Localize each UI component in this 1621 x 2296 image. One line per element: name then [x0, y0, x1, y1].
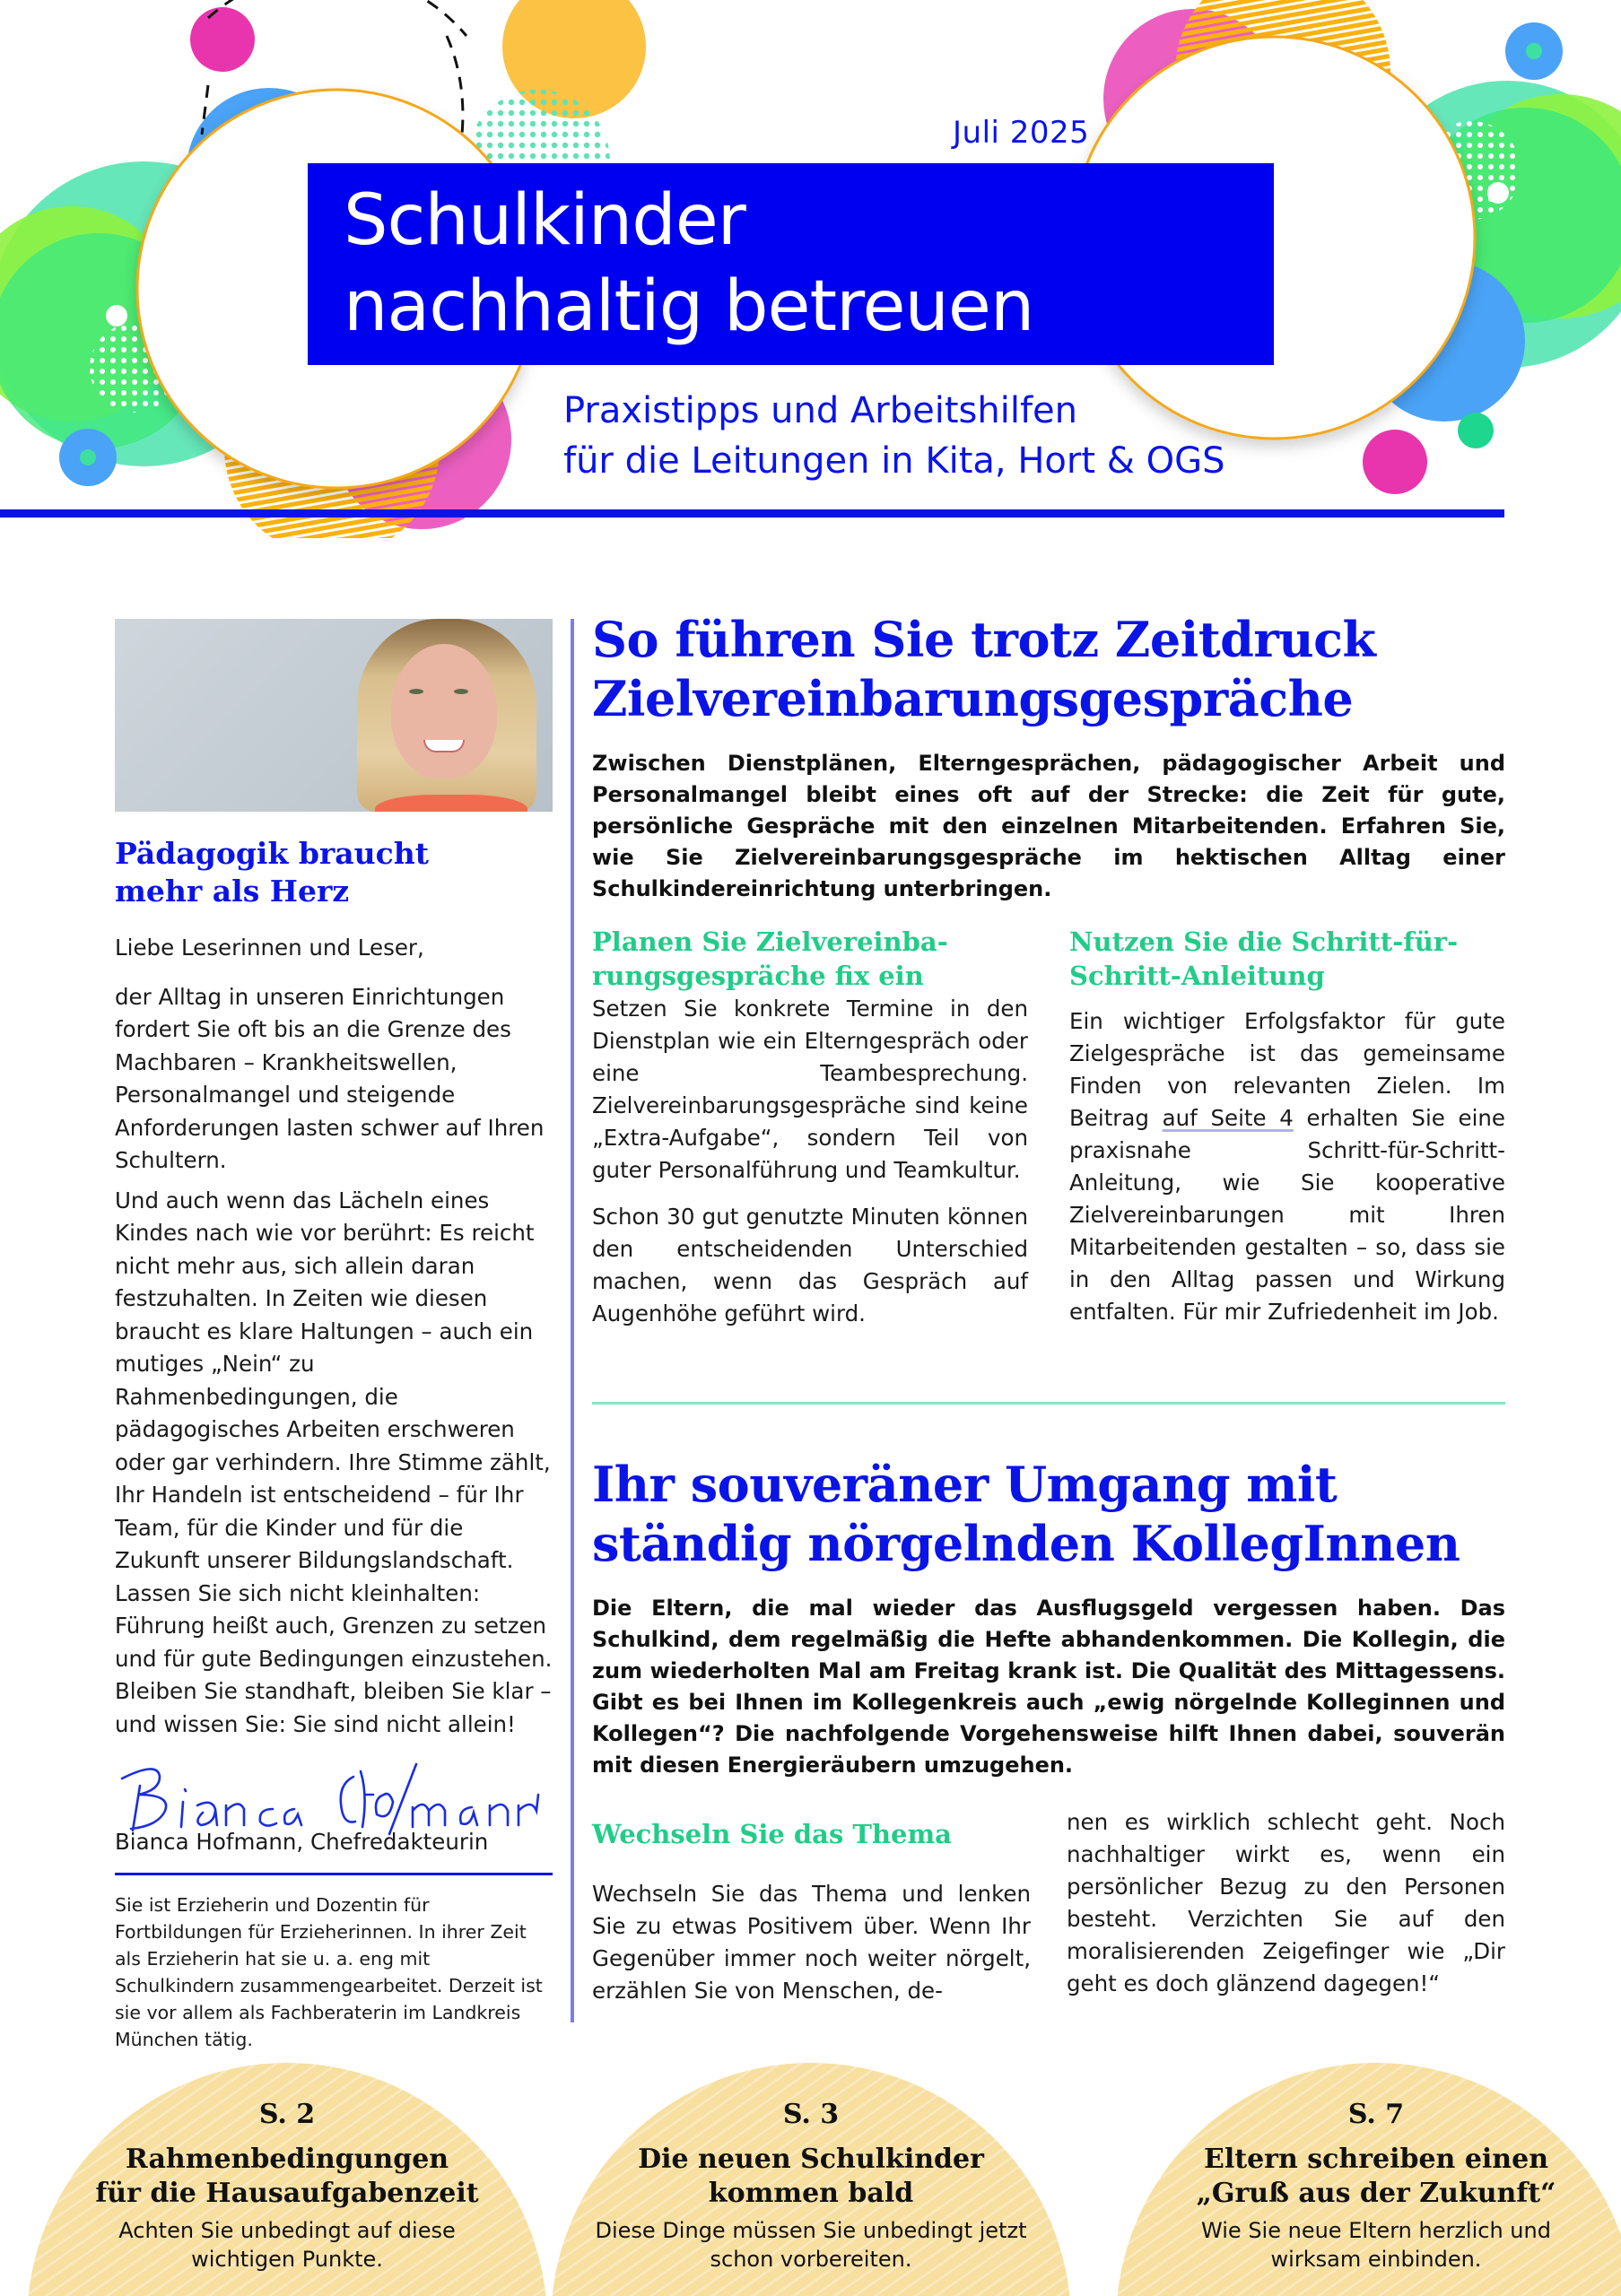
teaser-page-2[interactable] — [27, 2063, 547, 2296]
teaser-page-number: S. 7 — [1347, 2099, 1405, 2130]
editorial-title-line: Pädagogik braucht — [115, 836, 429, 871]
section-heading — [1069, 925, 1505, 993]
issue-teasers — [0, 2045, 1621, 2296]
photo-eye — [409, 689, 423, 694]
teaser-page-3[interactable] — [551, 2063, 1071, 2296]
article-noergelnde-kollegen — [592, 1455, 1505, 2007]
teaser-content — [1116, 2099, 1621, 2274]
teaser-description — [27, 2216, 547, 2274]
body-paragraph: Wechseln Sie das Thema und lenken Sie zu etwas Positivem über. Wenn Ihr Gegenüber immer noch weiter nörgelt, erzählen Sie von Menschen, de- — [592, 1881, 1031, 2004]
article-title-line: Zielvereinbarungsgespräche — [592, 670, 1354, 727]
title-line: Schulkinder — [344, 180, 745, 261]
section-heading: Wechseln Sie das Thema — [592, 1819, 952, 1849]
article-title-line: So führen Sie trotz Zeitdruck — [592, 611, 1376, 668]
teaser-content — [27, 2099, 547, 2274]
article-separator — [592, 1402, 1505, 1405]
article-lead: Zwischen Dienstplänen, Elterngesprächen, pädagogischer Arbeit und Personalmangel bleibt eines oft auf der Strecke: die Zeit für gute, persönliche Gespräche mit den einzelnen Mitarbeitenden. Erfahren Sie, wie Sie Zielvereinbarungsgespräche im hektischen Alltag einer Schulkindereinrichtung unterbringen. — [592, 751, 1505, 901]
photo-eye — [454, 689, 468, 694]
masthead — [0, 0, 1621, 538]
article-lead: Die Eltern, die mal wieder das Ausflugsgeld vergessen haben. Das Schulkind, dem regelmäßig die Hefte abhandenkommen. Die Kollegin, die zum wiederholten Mal am Freitag krank ist. Die Qualität des Mittagessens. Gibt es bei Ihnen im Kollegenkreis auch „ewig nörgelnde Kolleginnen und Kollegen“? Die nachfolgende Vorgehensweise hilft Ihnen dabei, souverän mit diesen Energieräubern umzugehen. — [592, 1596, 1505, 1778]
teaser-title — [1116, 2143, 1621, 2211]
article-column — [592, 925, 1028, 1330]
teaser-title-line: Eltern schreiben einen — [1203, 2144, 1549, 2175]
teaser-title-line: „Gruß aus der Zukunft“ — [1196, 2178, 1556, 2209]
article-column — [592, 1803, 1031, 2007]
body-paragraph: Schon 30 gut genutzte Minuten können den entscheidenden Unterschied machen, wenn das Gespräch auf Augenhöhe geführt wird. — [592, 1204, 1028, 1326]
article-columns — [592, 925, 1505, 1330]
teaser-page-number: S. 3 — [782, 2099, 840, 2130]
subtitle-line: für die Leitungen in Kita, Hort & OGS — [563, 440, 1225, 482]
page-4-link[interactable]: auf Seite 4 — [1162, 1105, 1294, 1131]
publication-title — [308, 163, 1274, 365]
author-name: Bianca Hofmann, Chefredakteurin — [115, 1829, 489, 1855]
issue-date: Juli 2025 — [953, 115, 1090, 151]
author-photo — [115, 619, 553, 812]
bio-divider — [115, 1873, 553, 1875]
title-line: nachhaltig betreuen — [344, 266, 1034, 347]
photo-face — [391, 644, 497, 778]
body-text: erhalten Sie eine praxisnahe Schritt-für-Schritt-Anleitung, wie Sie kooperative Zielvereinbarungen mit Ihren Mitarbeitenden gestalten – so, dass sie in den Alltag passen und Wirkung entfalten. Für mir Zufriedenheit im Job. — [1069, 1105, 1505, 1325]
teaser-content — [551, 2099, 1071, 2274]
article-column — [1069, 925, 1505, 1330]
author-bio: Sie ist Erzieherin und Dozentin für Fortbildungen für Erzieherinnen. In ihrer Zeit als Erzieherin hat sie u. a. eng mit Schulkindern zusammengearbeitet. Derzeit ist sie vor allem als Fachberaterin im Landkreis München tätig. — [115, 1894, 543, 2050]
editorial — [115, 619, 553, 2053]
section-heading-line: Schritt-Anleitung — [1069, 961, 1325, 991]
editorial-title — [115, 835, 553, 910]
teaser-desc-line: Wie Sie neue Eltern herzlich und — [1201, 2218, 1551, 2243]
teaser-description — [1116, 2216, 1621, 2274]
section-heading-line: Nutzen Sie die Schritt-für- — [1069, 926, 1459, 957]
teaser-desc-line: wirksam einbinden. — [1270, 2247, 1482, 2272]
section-heading — [592, 925, 1028, 993]
subtitle-line: Praxistipps und Arbeitshilfen — [563, 390, 1078, 431]
article-title-line: ständig nörgelnden KollegInnen — [592, 1515, 1460, 1572]
article-zielvereinbarung — [592, 610, 1505, 1330]
teaser-desc-line: schon vorbereiten. — [710, 2247, 912, 2272]
photo-shirt — [375, 795, 527, 812]
teaser-title — [27, 2143, 547, 2211]
pink-bubble — [190, 7, 255, 72]
teaser-title-line: Die neuen Schulkinder — [638, 2144, 984, 2175]
teaser-page-number: S. 2 — [258, 2099, 316, 2130]
teaser-title — [551, 2143, 1071, 2211]
teaser-title-line: Rahmenbedingungen — [125, 2144, 449, 2175]
publication-subtitle — [563, 386, 1225, 486]
article-title — [592, 610, 1505, 728]
signature-icon — [104, 1759, 553, 1839]
section-heading-line: rungsgespräche fix ein — [592, 961, 924, 991]
body-paragraph: Setzen Sie konkrete Termine in den Dienstplan wie ein Elterngespräch oder eine Teambesprechung. Zielvereinbarungsgespräche sind keine „Extra-Aufgabe“, sondern Teil von guter Personalführung und Teamkultur. — [592, 996, 1028, 1183]
signature — [115, 1766, 553, 1829]
teaser-title-line: kommen bald — [708, 2178, 914, 2209]
header-divider — [0, 509, 1504, 517]
editorial-paragraph: der Alltag in unseren Einrichtungen fordert Sie oft bis an die Grenze des Machbaren – Krankheitswellen, Personalmangel und steigende Anforderungen lasten schwer auf Ihren Schultern. — [115, 983, 545, 1173]
photo-mouth — [423, 740, 465, 752]
section-heading-line: Planen Sie Zielvereinba- — [592, 926, 948, 957]
article-columns — [592, 1803, 1505, 2007]
body-text: Ein wichtiger Erfolgsfaktor für gute Zielgespräche ist das gemeinsame Finden von relevanten Zielen. Im Beitrag — [1069, 1008, 1505, 1131]
body-paragraph: nen es wirklich schlecht geht. Noch nachhaltiger wirkt es, wenn ein persönlicher Bezug zu den Personen besteht. Verzichten Sie auf den moralisierenden Zeigefinger wie „Dir geht es doch glänzend dagegen!“ — [1067, 1809, 1505, 1996]
teaser-title-line: für die Hausaufgabenzeit — [95, 2178, 479, 2209]
column-divider — [571, 619, 574, 2022]
teaser-desc-line: Diese Dinge müssen Sie unbedingt jetzt — [595, 2218, 1027, 2243]
body-paragraph — [1069, 1005, 1505, 1328]
teaser-description — [551, 2216, 1071, 2274]
article-title — [592, 1455, 1505, 1573]
teaser-page-7[interactable] — [1116, 2063, 1621, 2296]
article-title-line: Ihr souveräner Umgang mit — [592, 1456, 1338, 1513]
article-column — [1067, 1803, 1505, 2007]
editorial-greeting: Liebe Leserinnen und Leser, — [115, 935, 424, 961]
teaser-desc-line: Achten Sie unbedingt auf diese — [118, 2218, 456, 2243]
teaser-desc-line: wichtigen Punkte. — [191, 2247, 383, 2272]
editorial-title-line: mehr als Herz — [115, 874, 350, 909]
editorial-paragraph: Und auch wenn das Lächeln eines Kindes nach wie vor berührt: Es reicht nicht mehr aus, sich allein daran festzuhalten. In Zeiten wie diesen braucht es klare Haltungen – auch ein mutiges „Nein“ zu Rahmenbedingungen, die pädagogisches Arbeiten erschweren oder gar verhindern. Ihre Stimme zählt, Ihr Handeln ist entscheidend – für Ihr Team, für die Kinder und für die Zukunft unserer Bildungslandschaft. Lassen Sie sich nicht kleinhalten: Führung heißt auch, Grenzen zu setzen und für gute Bedingungen einzustehen. Bleiben Sie standhaft, bleiben Sie klar – und wissen Sie: Sie sind nicht allein! — [115, 1187, 553, 1737]
